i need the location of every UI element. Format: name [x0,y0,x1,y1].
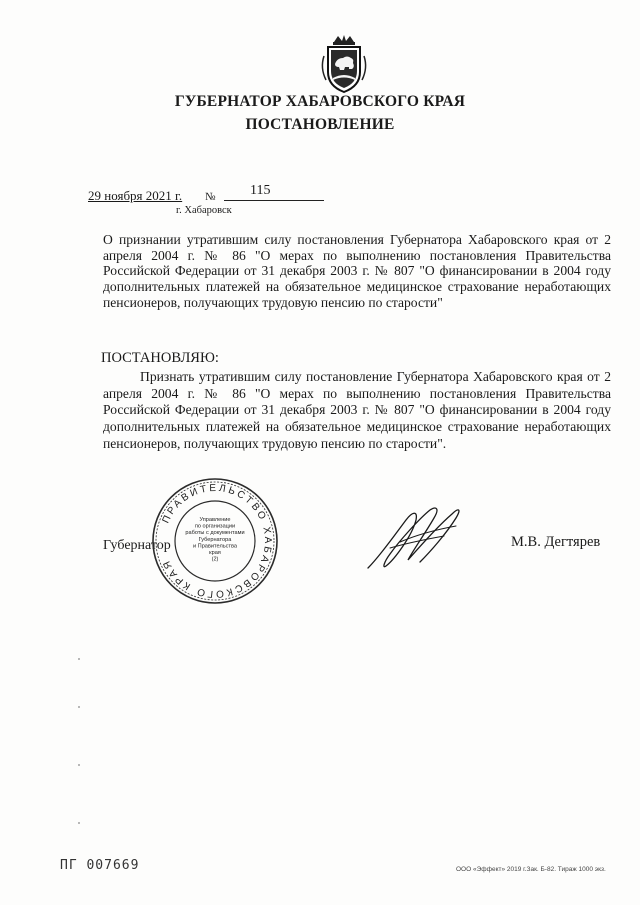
signatory-title: Губернатор [103,538,171,553]
stamp-center-line: края [209,550,221,556]
official-stamp [150,476,280,606]
handwritten-signature [360,496,470,576]
decree-paragraph: Признать утратившим силу постановление Губернатора Хабаровского края от 2 апреля 2004 г. № 86 "О мерах по выполнению постановления Правительства Российской Федерации от 31 декабря 2003 г. № 807 "О финансировании в 2004 году дополнительных платежей на обязательное медицинское страхование неработающих пенсионеров, получающих трудовую пенсию по старости". [103,369,611,451]
decree-word: ПОСТАНОВЛЯЮ: [101,350,219,366]
stamp-center-line: и Правительства [193,543,237,550]
margin-dots [77,655,81,855]
stamp-center-line: работы с документами [185,530,245,537]
stamp-center-line: (2) [211,556,219,563]
document-type-heading: ПОСТАНОВЛЕНИЕ [245,116,395,133]
stamp-center-line: Управление [199,517,231,523]
svg-text:ПРАВИТЕЛЬСТВО ХАБАРОВСКОГО КРА: ПРАВИТЕЛЬСТВО ХАБАРОВСКОГО КРАЯ [160,482,274,600]
document-title: О признании утратившим силу постановления Губернатора Хабаровского края от 2 апреля 2004 г. № 86 "О мерах по выполнению постановления Правительства Российской Федерации от 31 декабря 2003 г. № 807 "О финансировании в 2004 году дополнительных платежей на обязательное медицинское страхование неработающих пенсионеров, получающих трудовую пенсию по старости" [103,232,611,310]
coat-of-arms-icon [316,34,372,96]
document-date: 29 ноября 2021 г. [88,188,183,203]
printer-imprint: ООО «Эффект» 2019 г.Зак. Б-82. Тираж 1000 экз. [456,866,606,873]
stamp-center-line: Губернатора [198,536,232,543]
document-number: 115 [224,183,324,201]
stamp-center-line: по организации [194,523,236,530]
signatory-name: М.В. Дегтярев [511,534,601,550]
form-serial-number: ПГ 007669 [60,858,140,873]
authority-heading: ГУБЕРНАТОР ХАБАРОВСКОГО КРАЯ [174,93,466,110]
document-city: г. Хабаровск [176,205,232,216]
number-sign: № [205,191,216,203]
